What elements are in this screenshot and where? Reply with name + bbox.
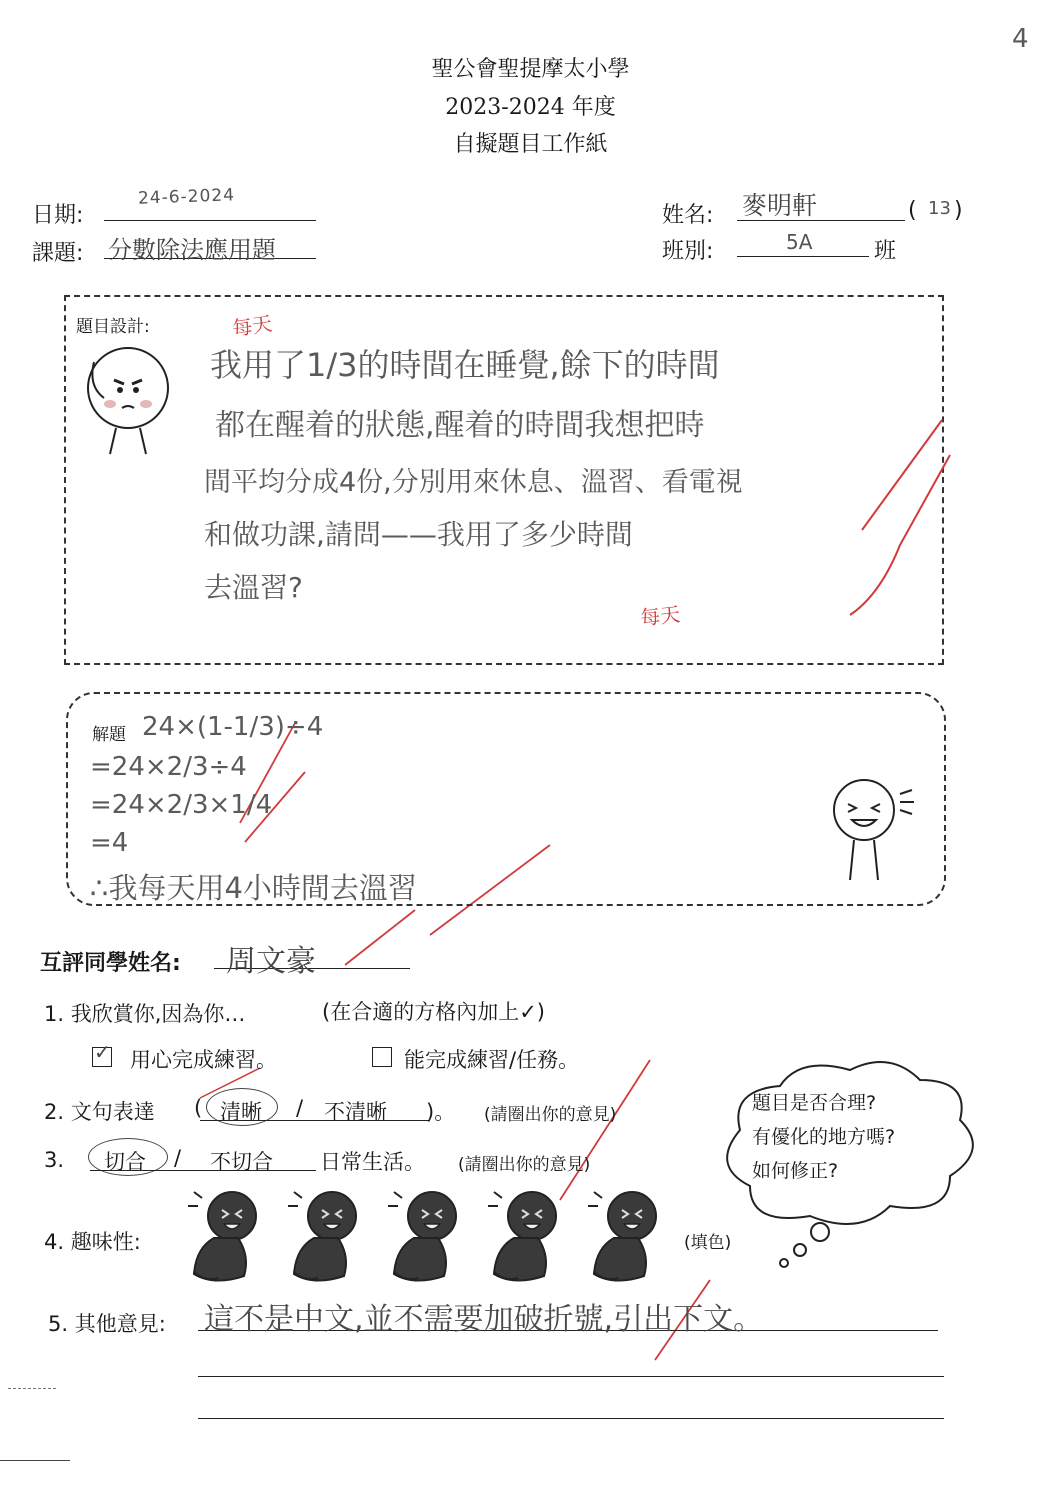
q5-underline-3 xyxy=(198,1418,944,1419)
q2-hint: (請圈出你的意見) xyxy=(484,1105,617,1125)
q3-text: 3. xyxy=(44,1148,65,1172)
fun-rating-face-icon[interactable] xyxy=(388,1186,468,1290)
q2-sep: / xyxy=(296,1096,304,1120)
scan-artifact-1 xyxy=(8,1388,56,1389)
design-line-2[interactable]: 都在醒着的狀態,醒着的時間我想把時 xyxy=(215,408,705,443)
q4-text: 4. 趣味性: xyxy=(44,1230,141,1254)
q1-option-a: 用心完成練習。 xyxy=(130,1048,277,1072)
laughing-face-icon xyxy=(828,776,928,888)
q1-hint: (在合適的方格內加上✓) xyxy=(322,1000,545,1024)
scan-artifact-2 xyxy=(0,1460,70,1461)
q4-hint: (填色) xyxy=(684,1233,732,1253)
q2-option-a[interactable]: 清晰 xyxy=(220,1100,262,1124)
name-label: 姓名: xyxy=(662,203,714,228)
q1-check-mark: ✓ xyxy=(94,1040,111,1064)
q1-option-b: 能完成練習/任務。 xyxy=(404,1048,580,1072)
peer-name-label: 互評同學姓名: xyxy=(40,951,181,976)
fun-rating-face-icon[interactable] xyxy=(188,1186,268,1290)
fun-rating-face-icon[interactable] xyxy=(588,1186,668,1290)
q5-underline-2 xyxy=(198,1376,944,1377)
name-paren-close: ) xyxy=(954,198,963,223)
class-suffix: 班 xyxy=(874,239,897,264)
peer-name-value[interactable]: 周文豪 xyxy=(226,944,316,979)
question-design-label: 題目設計: xyxy=(76,317,150,337)
name-paren-open: ( xyxy=(908,198,917,223)
q3-after: 日常生活。 xyxy=(320,1150,425,1174)
class-value[interactable]: 5A xyxy=(786,230,813,254)
fun-rating-face-icon[interactable] xyxy=(288,1186,368,1290)
teacher-correction-1: 每天 xyxy=(230,311,274,341)
solution-line-2[interactable]: =24×2/3÷4 xyxy=(90,752,247,782)
school-year: 2023-2024 年度 xyxy=(445,95,616,120)
design-line-1[interactable]: 我用了1/3的時間在睡覺,餘下的時間 xyxy=(210,346,720,384)
q2-open: ( xyxy=(194,1096,203,1120)
q2-close: )。 xyxy=(426,1100,456,1124)
topic-value[interactable]: 分數除法應用題 xyxy=(108,236,276,264)
fun-rating-faces xyxy=(188,1186,668,1296)
solution-line-1[interactable]: 24×(1-1/3)÷4 xyxy=(142,712,324,742)
q3-option-b[interactable]: 不切合 xyxy=(210,1150,273,1174)
solution-line-4[interactable]: =4 xyxy=(90,828,129,858)
q1-checkbox-b[interactable] xyxy=(372,1047,392,1067)
q1-text: 1. 我欣賞你,因為你… xyxy=(44,1002,246,1026)
solution-label: 解題 xyxy=(92,725,126,745)
thought-line-3: 如何修正? xyxy=(752,1160,839,1182)
q3-hint: (請圈出你的意見) xyxy=(458,1155,591,1175)
teacher-correction-2: 每天 xyxy=(639,601,682,631)
date-value[interactable]: 24-6-2024 xyxy=(137,185,236,209)
thought-line-1: 題目是否合理? xyxy=(752,1092,877,1114)
worksheet-title: 自擬題目工作紙 xyxy=(453,132,608,157)
name-value[interactable]: 麥明軒 xyxy=(742,191,818,220)
design-line-3[interactable]: 間平均分成4份,分別用來休息、溫習、看電視 xyxy=(204,467,743,498)
thought-line-2: 有優化的地方嗎? xyxy=(752,1126,896,1148)
q5-text: 5. 其他意見: xyxy=(48,1312,166,1336)
topic-label: 課題: xyxy=(32,241,84,266)
q5-value[interactable]: 這不是中文,並不需要加破折號,引出下文。 xyxy=(204,1302,764,1337)
school-name: 聖公會聖提摩太小學 xyxy=(431,57,630,82)
q3-sep: / xyxy=(174,1146,182,1170)
solution-line-3[interactable]: =24×2/3×1/4 xyxy=(90,790,273,820)
class-number[interactable]: 13 xyxy=(928,198,951,219)
corner-page-mark: 4 xyxy=(1012,24,1029,54)
fun-rating-face-icon[interactable] xyxy=(488,1186,568,1290)
q3-underline xyxy=(90,1170,316,1171)
q3-option-a[interactable]: 切合 xyxy=(104,1150,146,1174)
solution-answer[interactable]: ∴我每天用4小時間去溫習 xyxy=(90,871,417,905)
class-label: 班別: xyxy=(662,239,714,264)
q2-option-b[interactable]: 不清晰 xyxy=(324,1100,387,1124)
design-line-4[interactable]: 和做功課,請問——我用了多少時間 xyxy=(204,518,633,551)
date-label: 日期: xyxy=(32,203,84,228)
design-line-5[interactable]: 去溫習? xyxy=(204,571,303,604)
q2-text: 2. 文句表達 xyxy=(44,1100,155,1124)
q2-underline xyxy=(200,1120,430,1121)
